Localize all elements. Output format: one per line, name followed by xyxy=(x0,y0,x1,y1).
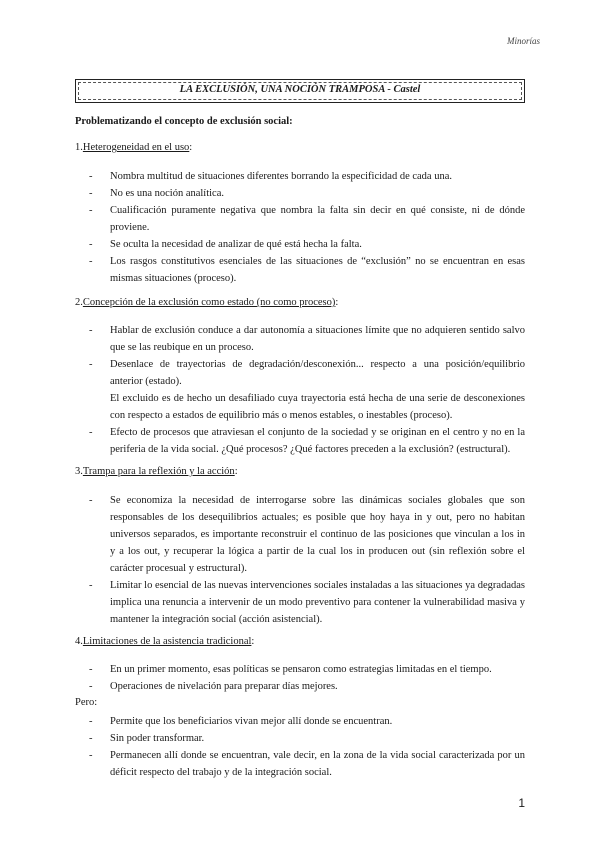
list-item: - Nombra multitud de situaciones diferentes borrando la especificidad de cada una. xyxy=(89,171,452,182)
list-item: - Permanecen allí donde se encuentran, vale decir, en la zona de la vida social caracterizada por un déficit respecto del trabajo y de la integración social. xyxy=(89,750,525,778)
section-1-heading: 1.Heterogeneidad en el uso: xyxy=(75,142,193,153)
running-header: Minorías xyxy=(506,36,540,46)
list-item: - Los rasgos constitutivos esenciales de las situaciones de “exclusión” no se encuentran en esas mismas situaciones (proceso). xyxy=(89,256,525,284)
list-item: - Desenlace de trayectorias de degradación/desconexión... respecto a una posición/equilibrio anterior (estado). xyxy=(89,359,525,387)
list-item: - Hablar de exclusión conduce a dar autonomía a situaciones límite que no adquieren sentido salvo que se las reubique en un proceso. xyxy=(89,325,525,353)
list-item: - Operaciones de nivelación para preparar días mejores. xyxy=(89,681,338,692)
page-number: 1 xyxy=(518,796,525,810)
list-item: - En un primer momento, esas políticas se pensaron como estrategias limitadas en el tiempo. xyxy=(89,664,492,675)
subtitle: Problematizando el concepto de exclusión social: xyxy=(75,116,293,127)
list-item: - Se oculta la necesidad de analizar de qué está hecha la falta. xyxy=(89,239,362,250)
connector-text: Pero: xyxy=(75,697,98,708)
list-item: - Limitar lo esencial de las nuevas intervenciones sociales instaladas a las situaciones ya degradadas implica una renuncia a intervenir de un modo preventivo para contener la vulnerabilidad masiva y mantener la integración social (acción asistencial). xyxy=(89,580,525,625)
list-item: - Cualificación puramente negativa que nombra la falta sin decir en qué consiste, ni de dónde proviene. xyxy=(89,205,525,233)
list-item: - Efecto de procesos que atraviesan el conjunto de la sociedad y se originan en el centro y no en la periferia de la vida social. ¿Qué procesos? ¿Qué factores preceden a la exclusión? (estructural). xyxy=(89,427,525,455)
list-item: - Permite que los beneficiarios vivan mejor allí donde se encuentran. xyxy=(89,716,393,727)
section-3-heading: 3.Trampa para la reflexión y la acción: xyxy=(75,466,238,477)
list-item-continuation: El excluido es de hecho un desafiliado cuya trayectoria está hecha de una serie de desconexiones con respecto a estados de equilibrio más o menos estables, o inestables (proceso). xyxy=(110,393,525,421)
list-item: - Se economiza la necesidad de interrogarse sobre las dinámicas sociales globales que son responsables de los desequilibrios actuales; es posible que hoy haya in y out, pero no habitan universos separados, es importante reconstruir el continuo de las posiciones que vinculan a los in y a los out, y recuperar la lógica a partir de la cual los in producen out (sin reflexión sobre el carácter procesual y estructural). xyxy=(89,495,525,574)
section-2-heading: 2.Concepción de la exclusión como estado (no como proceso): xyxy=(75,297,339,308)
document-title: LA EXCLUSIÓN, UNA NOCIÓN TRAMPOSA - Castel xyxy=(179,84,421,95)
section-4-heading: 4.Limitaciones de la asistencia tradicional: xyxy=(75,636,255,647)
list-item: - No es una noción analítica. xyxy=(89,188,225,199)
title-box xyxy=(75,79,525,103)
list-item: - Sin poder transformar. xyxy=(89,733,205,744)
